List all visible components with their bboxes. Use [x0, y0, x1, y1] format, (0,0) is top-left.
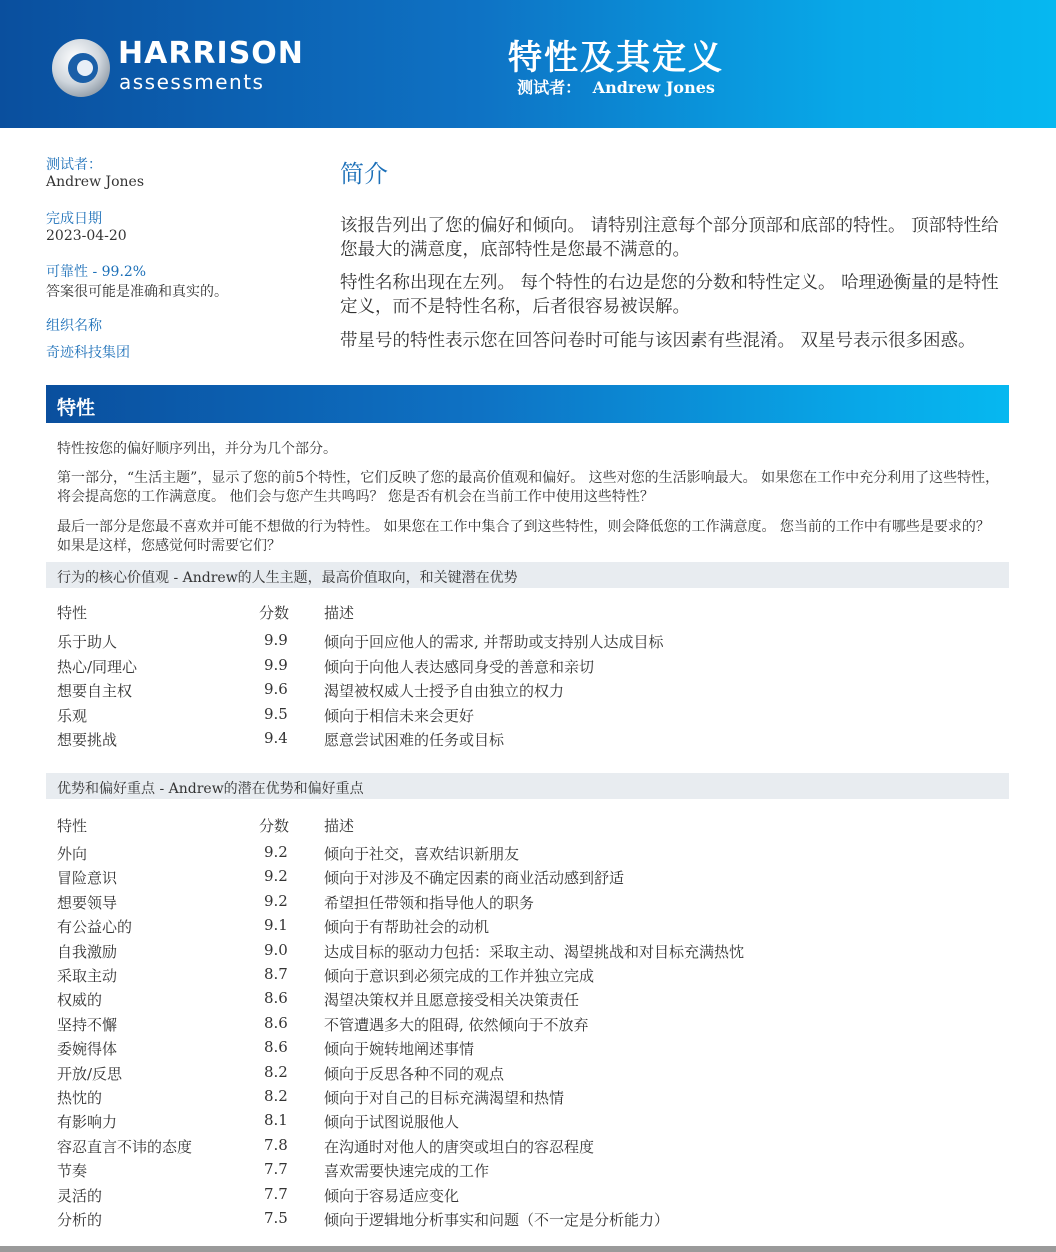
trait-score: 9.1	[264, 916, 288, 935]
trait-description: 倾向于有帮助社会的动机	[324, 918, 490, 937]
org-label: 组织名称	[46, 318, 102, 334]
trait-description: 倾向于相信未来会更好	[324, 706, 475, 725]
intro-paragraph: 带星号的特性表示您在回答问卷时可能与该因素有些混淆。 双星号表示很多困惑。	[340, 331, 976, 351]
trait-description: 倾向于回应他人的需求, 并帮助或支持别人达成目标	[324, 633, 664, 651]
table-row	[0, 1063, 1056, 1087]
table-row	[0, 965, 1056, 989]
tester-label: 测试者：	[46, 157, 102, 173]
trait-name: 开放/反思	[57, 1064, 123, 1083]
trait-name: 想要挑战	[57, 731, 118, 749]
trait-description: 倾向于意识到必须完成的工作并独立完成	[324, 967, 595, 985]
date-value: 2023-04-20	[46, 228, 127, 244]
table-row	[0, 656, 1056, 680]
table-row	[0, 1185, 1056, 1209]
trait-description: 在沟通时对他人的唐突或坦白的容忍程度	[324, 1137, 595, 1156]
trait-description: 倾向于容易适应变化	[324, 1186, 460, 1205]
trait-name: 委婉得体	[57, 1040, 118, 1059]
meta-date	[46, 208, 326, 244]
meta-org	[46, 315, 326, 362]
trait-score: 9.4	[264, 729, 288, 747]
report-header	[0, 0, 1056, 128]
trait-score: 7.7	[264, 1184, 288, 1203]
trait-description: 达成目标的驱动力包括：采取主动、渴望挑战和对目标充满热忱	[324, 942, 745, 961]
core-values-heading: 行为的核心价值观 - Andrew的人生主题，最高价值取向，和关键潜在优势	[57, 570, 518, 586]
trait-description: 渴望决策权并且愿意接受相关决策责任	[324, 991, 580, 1010]
table-row	[0, 680, 1056, 704]
traits-paragraph: 特性按您的偏好顺序列出，并分为几个部分。	[57, 441, 337, 457]
trait-score: 7.5	[264, 1209, 288, 1227]
trait-description: 倾向于对涉及不确定因素的商业活动感到舒适	[324, 869, 625, 888]
trait-description: 渴望被权威人士授予自由独立的权力	[324, 682, 565, 700]
trait-name: 热心/同理心	[57, 657, 138, 676]
logo-tagline: assessments	[119, 70, 265, 94]
traits-paragraph: 最后一部分是您最不喜欢并可能不想做的行为特性。 如果您在工作中集合了到这些特性，则会降低您的工作满意度。 您当前的工作中有哪些是要求的？ 如果是这样，您感觉何时需要它们？	[57, 519, 990, 554]
logo-name: HARRISON	[118, 36, 304, 71]
table-row	[0, 1209, 1056, 1233]
table-row	[0, 843, 1056, 867]
table-row	[0, 867, 1056, 891]
col-header-score: 分数	[259, 817, 290, 835]
intro-paragraph: 该报告列出了您的偏好和倾向。 请特别注意每个部分顶部和底部的特性。 顶部特性给您最大的满意度，底部特性是您最不满意的。	[340, 216, 999, 260]
table-row	[0, 941, 1056, 965]
trait-score: 8.6	[264, 989, 288, 1008]
table-row	[0, 1111, 1056, 1135]
trait-description: 倾向于婉转地阐述事情	[324, 1040, 475, 1059]
meta-reliability	[46, 261, 326, 301]
trait-name: 想要领导	[57, 893, 118, 912]
trait-name: 灵活的	[57, 1186, 103, 1205]
trait-score: 9.9	[264, 655, 288, 674]
table-row	[0, 1087, 1056, 1111]
trait-score: 7.7	[264, 1160, 288, 1179]
header-tester-label: 测试者：	[517, 78, 582, 97]
table-row	[0, 1014, 1056, 1038]
trait-score: 9.2	[264, 891, 288, 910]
trait-score: 8.6	[264, 1013, 288, 1032]
trait-name: 乐观	[57, 706, 88, 725]
traits-paragraph: 第一部分，“生活主题”，显示了您的前5个特性，它们反映了您的最高价值观和偏好。 这些对您的生活影响最大。 如果您在工作中充分利用了这些特性，将会提高您的工作满意度。 他们会与您产生共鸣吗？ 您是否有机会在当前工作中使用这些特性？	[57, 470, 1000, 505]
trait-description: 愿意尝试困难的任务或目标	[324, 731, 505, 749]
trait-name: 分析的	[57, 1211, 103, 1229]
trait-name: 外向	[57, 845, 88, 863]
trait-score: 8.2	[264, 1062, 288, 1081]
trait-name: 乐于助人	[57, 633, 118, 651]
trait-description: 倾向于对自己的目标充满渴望和热情	[324, 1089, 565, 1107]
trait-description: 倾向于逻辑地分析事实和问题（不一定是分析能力）	[324, 1211, 670, 1229]
core-values-heading-bar	[46, 562, 1009, 588]
trait-name: 节奏	[57, 1162, 88, 1181]
traits-section-bar	[46, 385, 1009, 423]
intro-title: 简介	[340, 160, 388, 188]
col-header-trait: 特性	[57, 604, 88, 622]
reliability-note: 答案很可能是准确和真实的。	[46, 284, 228, 300]
header-tester-name: Andrew Jones	[592, 78, 715, 97]
table-row	[0, 1136, 1056, 1160]
page-title: 特性及其定义	[508, 38, 724, 78]
trait-name: 采取主动	[57, 967, 118, 985]
trait-description: 倾向于社交，喜欢结识新朋友	[324, 845, 520, 863]
traits-section-title: 特性	[57, 397, 96, 419]
tester-name: Andrew Jones	[46, 174, 145, 190]
table-row	[0, 705, 1056, 729]
date-label: 完成日期	[46, 211, 102, 227]
trait-score: 9.0	[264, 940, 288, 959]
harrison-logo-icon	[50, 37, 112, 99]
org-value: 奇迹科技集团	[46, 345, 130, 361]
trait-name: 容忍直言不讳的态度	[57, 1137, 193, 1156]
trait-score: 9.6	[264, 680, 288, 698]
trait-name: 权威的	[57, 991, 103, 1010]
table-row	[0, 1038, 1056, 1062]
trait-score: 9.2	[264, 867, 288, 886]
strengths-heading: 优势和偏好重点 - Andrew的潜在优势和偏好重点	[57, 781, 364, 797]
trait-name: 热忱的	[57, 1089, 103, 1107]
col-header-desc: 描述	[324, 604, 355, 622]
trait-description: 希望担任带领和指导他人的职务	[324, 893, 535, 912]
table-row	[0, 892, 1056, 916]
trait-score: 8.1	[264, 1111, 288, 1130]
trait-description: 倾向于试图说服他人	[324, 1113, 460, 1132]
trait-description: 倾向于反思各种不同的观点	[324, 1064, 505, 1083]
trait-score: 9.5	[264, 704, 288, 723]
strengths-heading-bar	[46, 773, 1009, 799]
trait-score: 8.2	[264, 1087, 288, 1105]
trait-name: 自我激励	[57, 942, 118, 961]
trait-name: 坚持不懈	[57, 1015, 118, 1034]
trait-score: 9.2	[264, 843, 288, 861]
trait-name: 想要自主权	[57, 682, 133, 700]
meta-tester	[46, 154, 326, 190]
table-row	[0, 916, 1056, 940]
trait-name: 冒险意识	[57, 869, 118, 888]
col-header-trait: 特性	[57, 817, 88, 835]
trait-description: 倾向于向他人表达感同身受的善意和亲切	[324, 657, 595, 676]
reliability-label: 可靠性 - 99.2%	[46, 264, 147, 280]
trait-name: 有影响力	[57, 1113, 118, 1132]
trait-name: 有公益心的	[57, 918, 133, 937]
intro-paragraph: 特性名称出现在左列。 每个特性的右边是您的分数和特性定义。 哈理逊衡量的是特性定义，而不是特性名称，后者很容易被误解。	[340, 273, 999, 317]
trait-score: 9.9	[264, 631, 288, 649]
table-row	[0, 631, 1056, 655]
col-header-desc: 描述	[324, 817, 355, 835]
trait-description: 不管遭遇多大的阻碍, 依然倾向于不放弃	[324, 1015, 589, 1034]
col-header-score: 分数	[259, 604, 290, 622]
trait-description: 喜欢需要快速完成的工作	[324, 1162, 490, 1181]
page-bottom-rule	[0, 1246, 1056, 1252]
trait-score: 8.6	[264, 1038, 288, 1057]
table-row	[0, 989, 1056, 1013]
trait-score: 8.7	[264, 965, 288, 983]
header-tester	[430, 75, 802, 98]
trait-score: 7.8	[264, 1135, 288, 1154]
table-row	[0, 729, 1056, 753]
table-row	[0, 1160, 1056, 1184]
